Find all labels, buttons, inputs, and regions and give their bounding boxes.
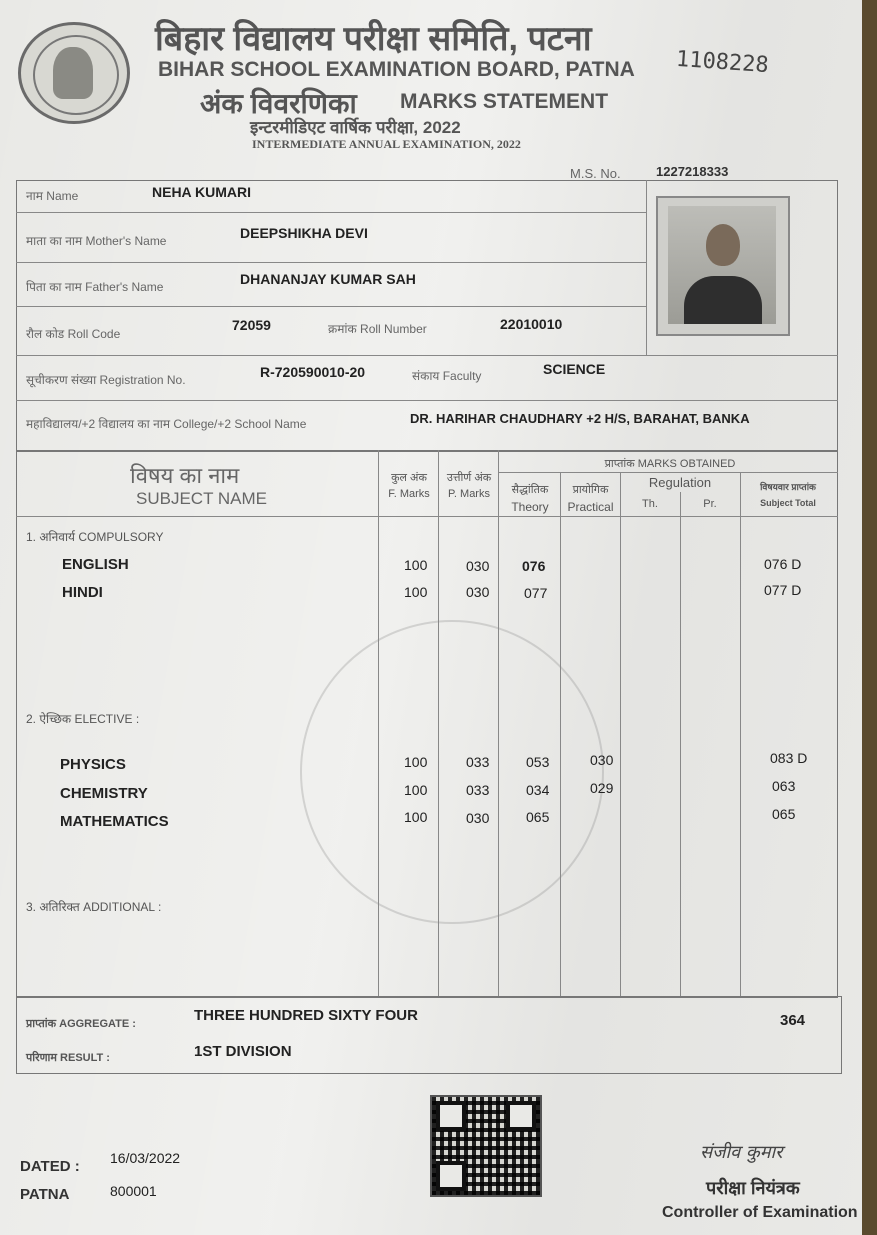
name-label: नाम Name [26, 189, 79, 203]
board-title-hindi: बिहार विद्यालय परीक्षा समिति, पटना [155, 20, 592, 58]
faculty-value: SCIENCE [543, 361, 606, 377]
subject-name: CHEMISTRY [60, 785, 148, 802]
exam-name-hindi: इन्टरमीडिएट वार्षिक परीक्षा, 2022 [250, 118, 461, 137]
registration-value: R-720590010-20 [260, 364, 366, 380]
dated-label: DATED : [20, 1158, 80, 1175]
regulation-practical-header: Pr. [703, 498, 717, 510]
place-value: 800001 [110, 1183, 157, 1199]
board-title-english: BIHAR SCHOOL EXAMINATION BOARD, PATNA [158, 58, 635, 81]
full-marks-header-english: F. Marks [388, 488, 430, 500]
regulation-theory-header: Th. [642, 498, 658, 510]
pass-marks: 033 [466, 782, 490, 798]
roll-code-label: रौल कोड Roll Code [26, 327, 121, 341]
full-marks: 100 [404, 809, 428, 825]
aggregate-result-box [16, 996, 842, 1074]
theory-marks: 034 [526, 782, 550, 798]
practical-marks: 029 [590, 780, 614, 796]
marks-obtained-header: प्राप्तांक MARKS OBTAINED [604, 458, 736, 470]
theory-marks: 076 [522, 558, 546, 574]
result-value: 1ST DIVISION [194, 1043, 292, 1060]
father-name-value: DHANANJAY KUMAR SAH [240, 271, 416, 287]
mother-name-value: DEEPSHIKHA DEVI [240, 225, 368, 241]
pass-marks: 033 [466, 754, 490, 770]
pass-marks-header-english: P. Marks [448, 488, 490, 500]
theory-header-english: Theory [511, 500, 549, 514]
subject-total-header-english: Subject Total [760, 498, 816, 508]
controller-signature: संजीव कुमार [700, 1142, 783, 1163]
serial-number: 1108228 [675, 46, 770, 79]
watermark-seal [300, 620, 604, 924]
elective-section-label: 2. ऐच्छिक ELECTIVE : [26, 712, 140, 726]
subject-name: MATHEMATICS [60, 813, 169, 830]
subject-total: 065 [772, 806, 796, 822]
roll-number-label: क्रमांक Roll Number [328, 322, 427, 336]
subject-total-header-hindi: विषयवार प्राप्तांक [760, 482, 816, 492]
ms-no-label: M.S. No. [570, 166, 621, 181]
theory-marks: 065 [526, 809, 550, 825]
subject-name: PHYSICS [60, 756, 126, 773]
full-marks: 100 [404, 557, 428, 573]
father-name-label: पिता का नाम Father's Name [26, 280, 164, 294]
qr-code [430, 1095, 542, 1197]
aggregate-label: प्राप्तांक AGGREGATE : [26, 1018, 136, 1030]
subject-header-english: SUBJECT NAME [136, 489, 267, 508]
statement-title-hindi: अंक विवरणिका [200, 88, 357, 119]
ms-no-value: 1227218333 [656, 164, 729, 179]
result-label: परिणाम RESULT : [26, 1052, 110, 1064]
theory-marks: 077 [524, 585, 548, 601]
compulsory-section-label: 1. अनिवार्य COMPULSORY [26, 530, 164, 544]
aggregate-value: 364 [780, 1012, 806, 1029]
place-label: PATNA [20, 1186, 70, 1203]
practical-header-english: Practical [567, 500, 614, 514]
controller-title-english: Controller of Examination [662, 1204, 858, 1221]
board-seal-logo [18, 22, 130, 124]
full-marks: 100 [404, 584, 428, 600]
registration-label: सूचीकरण संख्या Registration No. [26, 373, 186, 387]
full-marks-header-hindi: कुल अंक [391, 472, 427, 484]
name-value: NEHA KUMARI [152, 184, 252, 200]
regulation-header: Regulation [648, 475, 712, 490]
aggregate-words: THREE HUNDRED SIXTY FOUR [194, 1007, 418, 1024]
subject-total: 076 D [764, 556, 802, 572]
practical-header-hindi: प्रायोगिक [572, 484, 609, 496]
subject-total: 077 D [764, 582, 802, 598]
pass-marks: 030 [466, 558, 490, 574]
dated-value: 16/03/2022 [110, 1150, 181, 1166]
subject-total: 083 D [770, 750, 808, 766]
subject-total: 063 [772, 778, 796, 794]
practical-marks: 030 [590, 752, 614, 768]
mother-name-label: माता का नाम Mother's Name [26, 234, 167, 248]
pass-marks: 030 [466, 810, 490, 826]
pass-marks-header-hindi: उत्तीर्ण अंक [446, 472, 492, 484]
statement-title-english: MARKS STATEMENT [400, 90, 609, 113]
college-value: DR. HARIHAR CHAUDHARY +2 H/S, BARAHAT, BANKA [410, 411, 750, 426]
college-label: महाविद्यालय/+2 विद्यालय का नाम College/+2 School Name [26, 417, 307, 431]
theory-header-hindi: सैद्धांतिक [511, 484, 549, 496]
roll-number-value: 22010010 [500, 316, 563, 332]
faculty-label: संकाय Faculty [412, 369, 482, 383]
full-marks: 100 [404, 782, 428, 798]
pass-marks: 030 [466, 584, 490, 600]
full-marks: 100 [404, 754, 428, 770]
controller-title-hindi: परीक्षा नियंत्रक [706, 1178, 800, 1198]
subject-name: HINDI [62, 584, 103, 601]
theory-marks: 053 [526, 754, 550, 770]
additional-section-label: 3. अतिरिक्त ADDITIONAL : [26, 900, 162, 914]
student-photo [656, 196, 790, 336]
roll-code-value: 72059 [232, 317, 271, 333]
subject-name: ENGLISH [62, 556, 129, 573]
exam-name-english: INTERMEDIATE ANNUAL EXAMINATION, 2022 [252, 137, 521, 151]
subject-header-hindi: विषय का नाम [130, 463, 240, 488]
